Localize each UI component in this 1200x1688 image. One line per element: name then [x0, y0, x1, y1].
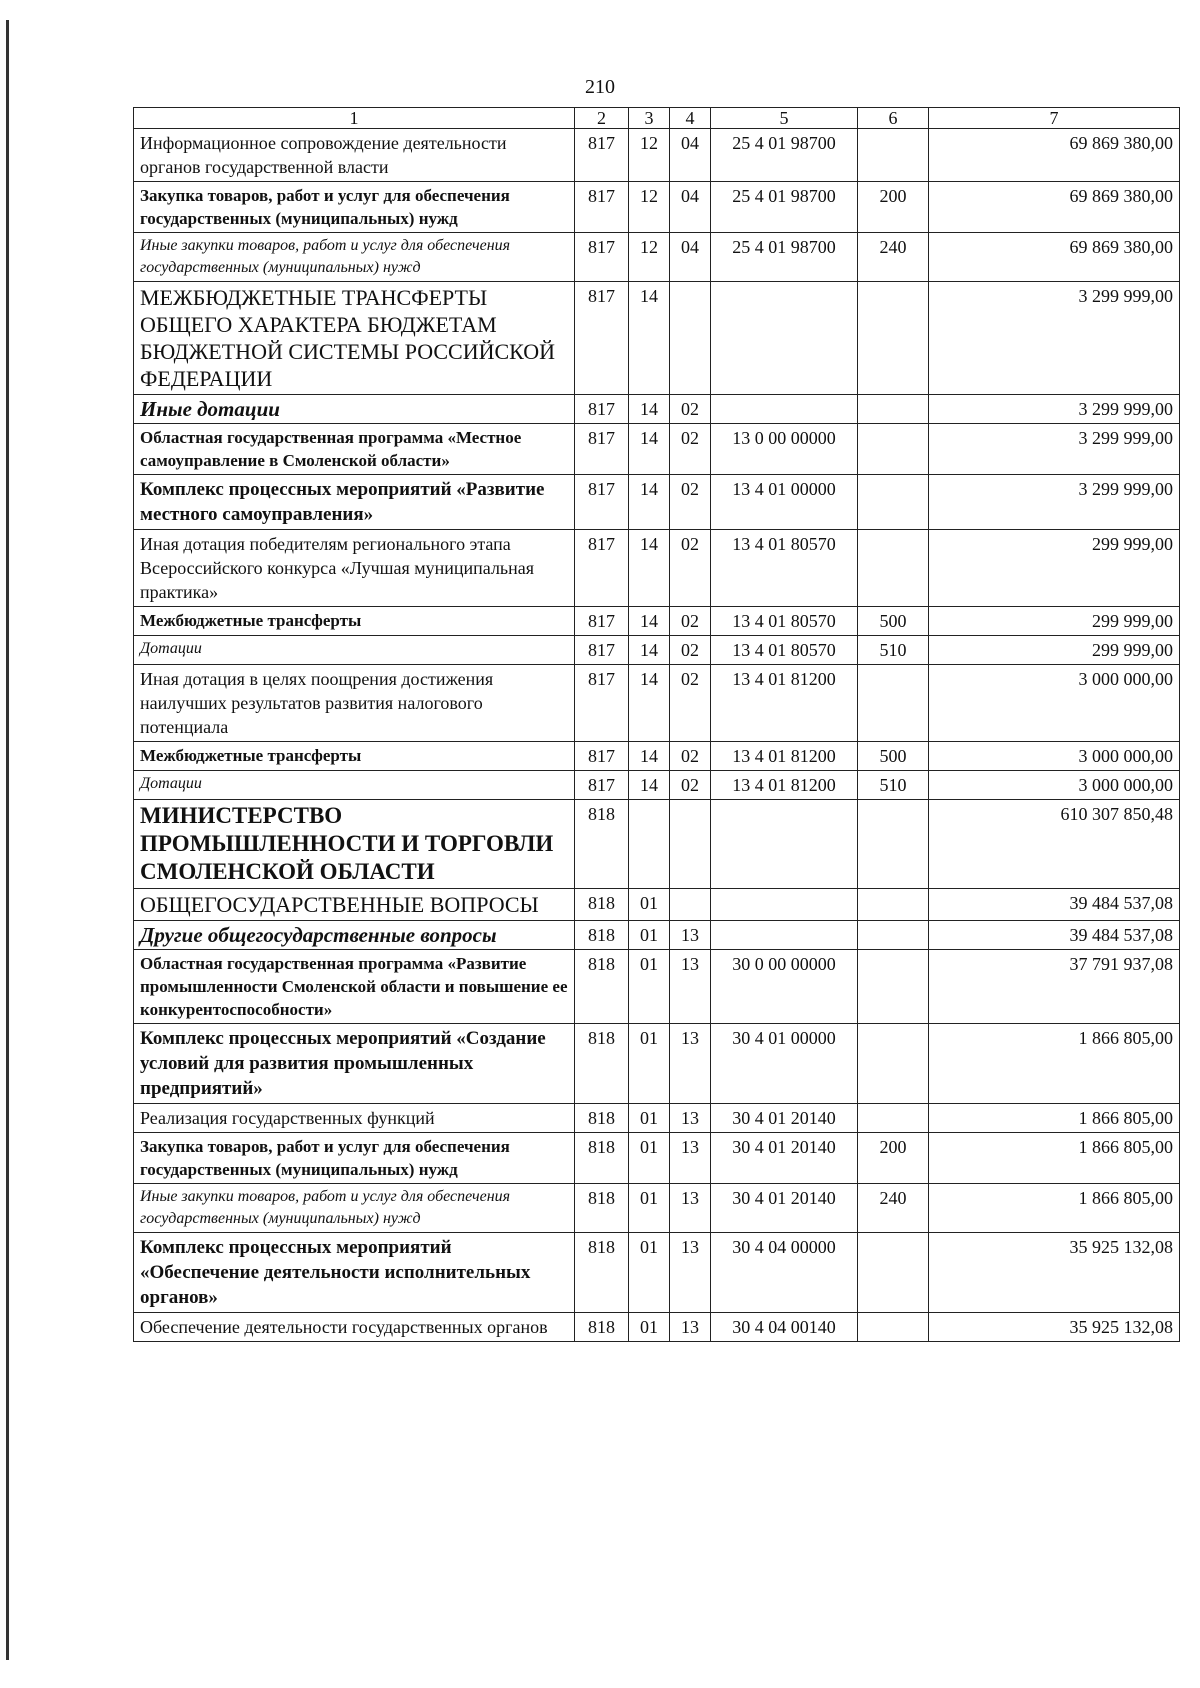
cell-c3: 01 [629, 950, 670, 1024]
cell-c4: 13 [670, 1024, 711, 1104]
cell-c7: 3 299 999,00 [929, 475, 1180, 530]
table-row [134, 1313, 1180, 1342]
cell-c7: 3 299 999,00 [929, 424, 1180, 475]
row-name: Реализация государственных функций [134, 1104, 575, 1133]
row-name: МЕЖБЮДЖЕТНЫЕ ТРАНСФЕРТЫ ОБЩЕГО ХАРАКТЕРА БЮДЖЕТАМ БЮДЖЕТНОЙ СИСТЕМЫ РОССИЙСКОЙ ФЕДЕРАЦИИ [134, 282, 575, 395]
cell-c6 [858, 424, 929, 475]
table-row [134, 1104, 1180, 1133]
row-name: Комплекс процессных мероприятий «Создание условий для развития промышленных предприятий» [134, 1024, 575, 1104]
cell-c6 [858, 282, 929, 395]
cell-c4: 02 [670, 665, 711, 742]
cell-c2: 817 [575, 742, 629, 771]
column-header: 6 [858, 108, 929, 129]
cell-c3: 14 [629, 607, 670, 636]
cell-c2: 818 [575, 921, 629, 950]
cell-c5: 13 0 00 00000 [711, 424, 858, 475]
cell-c3: 12 [629, 129, 670, 182]
cell-c2: 818 [575, 889, 629, 921]
cell-c6 [858, 530, 929, 607]
cell-c3: 14 [629, 530, 670, 607]
cell-c2: 818 [575, 1133, 629, 1184]
row-name: Областная государственная программа «Развитие промышленности Смоленской области и повышение ее конкурентоспособности» [134, 950, 575, 1024]
cell-c4: 02 [670, 771, 711, 800]
row-name: Областная государственная программа «Местное самоуправление в Смоленской области» [134, 424, 575, 475]
cell-c5: 13 4 01 80570 [711, 607, 858, 636]
cell-c3: 14 [629, 282, 670, 395]
cell-c7: 3 299 999,00 [929, 395, 1180, 424]
cell-c4: 04 [670, 182, 711, 233]
cell-c2: 817 [575, 282, 629, 395]
cell-c7: 35 925 132,08 [929, 1233, 1180, 1313]
cell-c5 [711, 282, 858, 395]
cell-c6 [858, 395, 929, 424]
table-row [134, 1024, 1180, 1104]
cell-c2: 818 [575, 1024, 629, 1104]
cell-c5: 13 4 01 80570 [711, 530, 858, 607]
table-row [134, 475, 1180, 530]
row-name: Обеспечение деятельности государственных органов [134, 1313, 575, 1342]
cell-c6: 500 [858, 607, 929, 636]
cell-c5: 30 4 01 00000 [711, 1024, 858, 1104]
cell-c2: 818 [575, 1233, 629, 1313]
table-row [134, 607, 1180, 636]
table-row [134, 129, 1180, 182]
cell-c6 [858, 1233, 929, 1313]
cell-c6: 200 [858, 1133, 929, 1184]
table-row [134, 771, 1180, 800]
cell-c3: 01 [629, 1104, 670, 1133]
row-name: Иные закупки товаров, работ и услуг для обеспечения государственных (муниципальных) нужд [134, 233, 575, 282]
cell-c4: 13 [670, 1133, 711, 1184]
cell-c7: 1 866 805,00 [929, 1104, 1180, 1133]
cell-c2: 817 [575, 182, 629, 233]
row-name: Межбюджетные трансферты [134, 607, 575, 636]
cell-c4: 02 [670, 636, 711, 665]
column-header: 2 [575, 108, 629, 129]
cell-c5: 30 4 04 00000 [711, 1233, 858, 1313]
row-name: Комплекс процессных мероприятий «Обеспечение деятельности исполнительных органов» [134, 1233, 575, 1313]
cell-c7: 610 307 850,48 [929, 800, 1180, 889]
table-row [134, 182, 1180, 233]
cell-c3: 01 [629, 1313, 670, 1342]
row-name: Комплекс процессных мероприятий «Развитие местного самоуправления» [134, 475, 575, 530]
cell-c5: 30 4 01 20140 [711, 1104, 858, 1133]
cell-c3: 01 [629, 1133, 670, 1184]
table-row [134, 800, 1180, 889]
table-row [134, 636, 1180, 665]
row-name: Закупка товаров, работ и услуг для обеспечения государственных (муниципальных) нужд [134, 182, 575, 233]
cell-c6 [858, 921, 929, 950]
cell-c2: 817 [575, 129, 629, 182]
cell-c6: 240 [858, 233, 929, 282]
cell-c2: 817 [575, 395, 629, 424]
cell-c4: 02 [670, 424, 711, 475]
cell-c5: 13 4 01 81200 [711, 742, 858, 771]
cell-c5: 30 0 00 00000 [711, 950, 858, 1024]
cell-c7: 69 869 380,00 [929, 182, 1180, 233]
cell-c7: 37 791 937,08 [929, 950, 1180, 1024]
column-header: 4 [670, 108, 711, 129]
row-name: Дотации [134, 636, 575, 665]
cell-c3: 01 [629, 921, 670, 950]
cell-c6 [858, 1024, 929, 1104]
table-row [134, 282, 1180, 395]
table-row [134, 889, 1180, 921]
cell-c5 [711, 889, 858, 921]
cell-c7: 1 866 805,00 [929, 1133, 1180, 1184]
cell-c5: 13 4 01 81200 [711, 665, 858, 742]
table-row [134, 424, 1180, 475]
row-name: Иные дотации [134, 395, 575, 424]
cell-c3: 14 [629, 742, 670, 771]
cell-c7: 39 484 537,08 [929, 921, 1180, 950]
column-header: 1 [134, 108, 575, 129]
cell-c7: 69 869 380,00 [929, 233, 1180, 282]
row-name: Иная дотация в целях поощрения достижения наилучших результатов развития налогового потенциала [134, 665, 575, 742]
cell-c2: 817 [575, 636, 629, 665]
cell-c2: 817 [575, 665, 629, 742]
cell-c4 [670, 282, 711, 395]
cell-c7: 3 000 000,00 [929, 665, 1180, 742]
cell-c7: 39 484 537,08 [929, 889, 1180, 921]
cell-c3: 01 [629, 1233, 670, 1313]
cell-c6: 500 [858, 742, 929, 771]
left-margin-rule [6, 20, 9, 1660]
cell-c5: 13 4 01 81200 [711, 771, 858, 800]
table-row [134, 1133, 1180, 1184]
cell-c6: 510 [858, 771, 929, 800]
cell-c4: 13 [670, 1233, 711, 1313]
cell-c3: 01 [629, 1184, 670, 1233]
cell-c6 [858, 1104, 929, 1133]
table-row [134, 233, 1180, 282]
budget-table [133, 107, 1180, 1342]
cell-c7: 1 866 805,00 [929, 1184, 1180, 1233]
table-row [134, 530, 1180, 607]
table-row [134, 950, 1180, 1024]
cell-c6 [858, 475, 929, 530]
cell-c2: 817 [575, 530, 629, 607]
cell-c7: 299 999,00 [929, 636, 1180, 665]
cell-c7: 299 999,00 [929, 607, 1180, 636]
cell-c4: 13 [670, 950, 711, 1024]
cell-c4: 02 [670, 475, 711, 530]
table-row [134, 665, 1180, 742]
row-name: Дотации [134, 771, 575, 800]
row-name: Другие общегосударственные вопросы [134, 921, 575, 950]
cell-c3: 14 [629, 665, 670, 742]
cell-c7: 3 299 999,00 [929, 282, 1180, 395]
cell-c6: 510 [858, 636, 929, 665]
cell-c7: 3 000 000,00 [929, 742, 1180, 771]
column-header: 5 [711, 108, 858, 129]
cell-c5: 25 4 01 98700 [711, 233, 858, 282]
table-row [134, 395, 1180, 424]
cell-c3: 12 [629, 233, 670, 282]
cell-c2: 817 [575, 424, 629, 475]
column-header: 3 [629, 108, 670, 129]
cell-c3: 14 [629, 636, 670, 665]
cell-c2: 817 [575, 607, 629, 636]
cell-c2: 817 [575, 771, 629, 800]
cell-c3: 14 [629, 771, 670, 800]
row-name: Межбюджетные трансферты [134, 742, 575, 771]
cell-c5: 30 4 01 20140 [711, 1133, 858, 1184]
table-body [134, 129, 1180, 1342]
cell-c7: 69 869 380,00 [929, 129, 1180, 182]
cell-c3: 12 [629, 182, 670, 233]
row-name: МИНИСТЕРСТВО ПРОМЫШЛЕННОСТИ И ТОРГОВЛИ СМОЛЕНСКОЙ ОБЛАСТИ [134, 800, 575, 889]
cell-c6 [858, 889, 929, 921]
cell-c6: 240 [858, 1184, 929, 1233]
cell-c4: 02 [670, 607, 711, 636]
cell-c3: 01 [629, 1024, 670, 1104]
cell-c4: 13 [670, 1104, 711, 1133]
cell-c5: 13 4 01 00000 [711, 475, 858, 530]
cell-c5 [711, 395, 858, 424]
cell-c3: 14 [629, 475, 670, 530]
cell-c4: 04 [670, 233, 711, 282]
cell-c5: 30 4 04 00140 [711, 1313, 858, 1342]
cell-c6 [858, 1313, 929, 1342]
cell-c4: 04 [670, 129, 711, 182]
cell-c2: 818 [575, 1184, 629, 1233]
cell-c6 [858, 665, 929, 742]
table-header-row [134, 108, 1180, 129]
cell-c7: 1 866 805,00 [929, 1024, 1180, 1104]
cell-c5: 25 4 01 98700 [711, 182, 858, 233]
cell-c4: 13 [670, 1313, 711, 1342]
cell-c4: 02 [670, 395, 711, 424]
cell-c5: 25 4 01 98700 [711, 129, 858, 182]
cell-c4: 02 [670, 742, 711, 771]
cell-c3 [629, 800, 670, 889]
row-name: Информационное сопровождение деятельности органов государственной власти [134, 129, 575, 182]
cell-c4: 13 [670, 921, 711, 950]
cell-c7: 3 000 000,00 [929, 771, 1180, 800]
table-row [134, 1184, 1180, 1233]
page-number: 210 [585, 76, 615, 98]
cell-c5 [711, 800, 858, 889]
row-name: Иные закупки товаров, работ и услуг для обеспечения государственных (муниципальных) нужд [134, 1184, 575, 1233]
cell-c6 [858, 950, 929, 1024]
cell-c6 [858, 800, 929, 889]
cell-c3: 14 [629, 424, 670, 475]
table-row [134, 921, 1180, 950]
cell-c5: 13 4 01 80570 [711, 636, 858, 665]
cell-c3: 14 [629, 395, 670, 424]
cell-c2: 817 [575, 475, 629, 530]
cell-c7: 299 999,00 [929, 530, 1180, 607]
row-name: Закупка товаров, работ и услуг для обеспечения государственных (муниципальных) нужд [134, 1133, 575, 1184]
row-name: ОБЩЕГОСУДАРСТВЕННЫЕ ВОПРОСЫ [134, 889, 575, 921]
cell-c2: 817 [575, 233, 629, 282]
table-row [134, 1233, 1180, 1313]
cell-c2: 818 [575, 1313, 629, 1342]
cell-c4: 02 [670, 530, 711, 607]
cell-c6 [858, 129, 929, 182]
cell-c2: 818 [575, 1104, 629, 1133]
cell-c6: 200 [858, 182, 929, 233]
cell-c7: 35 925 132,08 [929, 1313, 1180, 1342]
cell-c2: 818 [575, 800, 629, 889]
cell-c4 [670, 800, 711, 889]
table-row [134, 742, 1180, 771]
cell-c2: 818 [575, 950, 629, 1024]
cell-c3: 01 [629, 889, 670, 921]
cell-c5 [711, 921, 858, 950]
column-header: 7 [929, 108, 1180, 129]
cell-c4: 13 [670, 1184, 711, 1233]
cell-c4 [670, 889, 711, 921]
row-name: Иная дотация победителям регионального этапа Всероссийского конкурса «Лучшая муниципальная практика» [134, 530, 575, 607]
cell-c5: 30 4 01 20140 [711, 1184, 858, 1233]
